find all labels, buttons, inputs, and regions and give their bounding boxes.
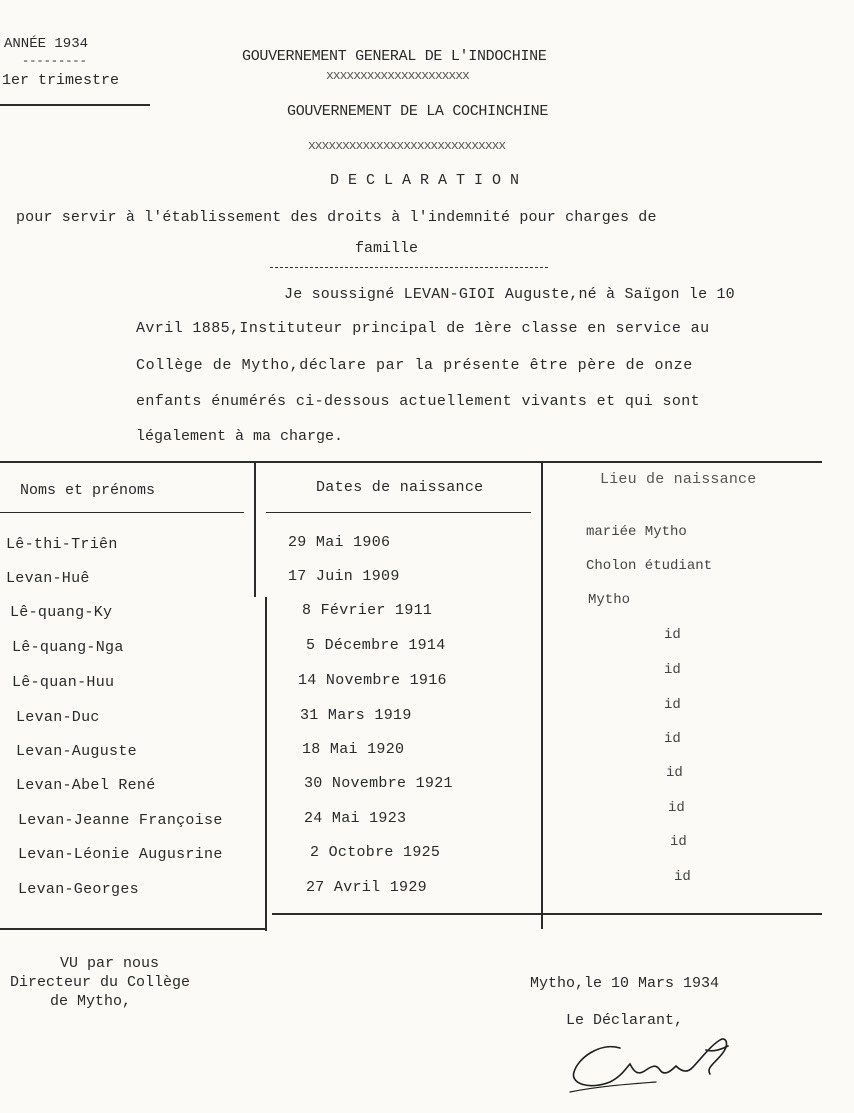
header-underline [0,104,150,106]
row-1-date: 29 Mai 1906 [288,534,391,551]
body-line-1: Je soussigné LEVAN-GIOI Auguste,né à Saïgon le 10 [284,286,735,303]
table-top-rule [0,461,822,463]
row-2-date: 17 Juin 1909 [288,568,400,585]
header-names: Noms et prénoms [20,482,156,499]
year-dash: --------- [22,54,87,68]
quarter-label: 1er trimestre [2,72,120,89]
row-6-date: 31 Mars 1919 [300,707,412,724]
row-4-name: Lê-quang-Nga [12,639,124,656]
row-10-date: 2 Octobre 1925 [310,844,441,861]
col-divider-1-top [254,461,256,597]
row-8-place: id [666,765,683,781]
row-11-date: 27 Avril 1929 [306,879,427,896]
col-divider-1-bottom [265,597,267,931]
row-7-name: Levan-Auguste [16,743,137,760]
vu-line-1: VU par nous [60,955,160,972]
row-3-place: Mytho [588,592,631,608]
declaration-title: D E C L A R A T I O N [330,172,520,189]
signature [560,1020,750,1100]
table-bottom-rule-right [272,913,822,915]
gov-cochin-strike: xxxxxxxxxxxxxxxxxxxxxxxxxxxxx [308,138,506,153]
gov-cochin-title: GOUVERNEMENT DE LA COCHINCHINE [287,103,549,120]
row-10-place: id [670,834,687,850]
purpose-text: pour servir à l'établissement des droits à l'indemnité pour charges de [16,209,657,226]
row-5-date: 14 Novembre 1916 [298,672,447,689]
body-line-3: Collège de Mytho,déclare par la présente être père de onze [136,357,693,374]
body-line-2: Avril 1885,Instituteur principal de 1ère classe en service au [136,320,710,337]
row-8-name: Levan-Abel René [16,777,156,794]
row-6-name: Levan-Duc [16,709,100,726]
row-1-name: Lê-thi-Triên [6,536,118,553]
row-10-name: Levan-Léonie Augusrine [18,846,223,863]
row-11-place: id [674,869,691,885]
row-7-date: 18 Mai 1920 [302,741,405,758]
row-2-place: Cholon étudiant [586,558,713,574]
body-line-4: enfants énumérés ci-dessous actuellement vivants et qui sont [136,393,701,410]
name-header-underline [0,512,244,513]
table-bottom-rule-left [0,928,266,930]
row-9-name: Levan-Jeanne Françoise [18,812,223,829]
row-9-place: id [668,800,685,816]
title-underline [270,267,548,268]
row-6-place: id [664,697,681,713]
header-places: Lieu de naissance [600,471,757,488]
header-dates: Dates de naissance [316,479,484,496]
row-9-date: 24 Mai 1923 [304,810,407,827]
row-2-name: Levan-Huê [6,570,90,587]
col-divider-2 [541,461,543,929]
declarant-label: Le Déclarant, [566,1012,684,1029]
row-3-date: 8 Février 1911 [302,602,433,619]
row-11-name: Levan-Georges [18,881,139,898]
body-line-5: légalement à ma charge. [136,428,344,445]
row-3-name: Lê-quang-Ky [10,604,113,621]
gov-general-title: GOUVERNEMENT GENERAL DE L'INDOCHINE [242,48,547,65]
vu-line-3: de Mytho, [50,993,132,1010]
row-5-place: id [664,662,681,678]
date-header-underline [266,512,531,513]
place-date: Mytho,le 10 Mars 1934 [530,975,720,992]
row-8-date: 30 Novembre 1921 [304,775,453,792]
purpose-end: famille [355,240,419,257]
row-4-date: 5 Décembre 1914 [306,637,446,654]
row-4-place: id [664,627,681,643]
row-1-place: mariée Mytho [586,524,687,540]
vu-line-2: Directeur du Collège [10,974,191,991]
gov-general-strike: xxxxxxxxxxxxxxxxxxxxx [326,68,469,83]
year-label: ANNÉE 1934 [4,36,89,52]
row-7-place: id [664,731,681,747]
row-5-name: Lê-quan-Huu [12,674,115,691]
